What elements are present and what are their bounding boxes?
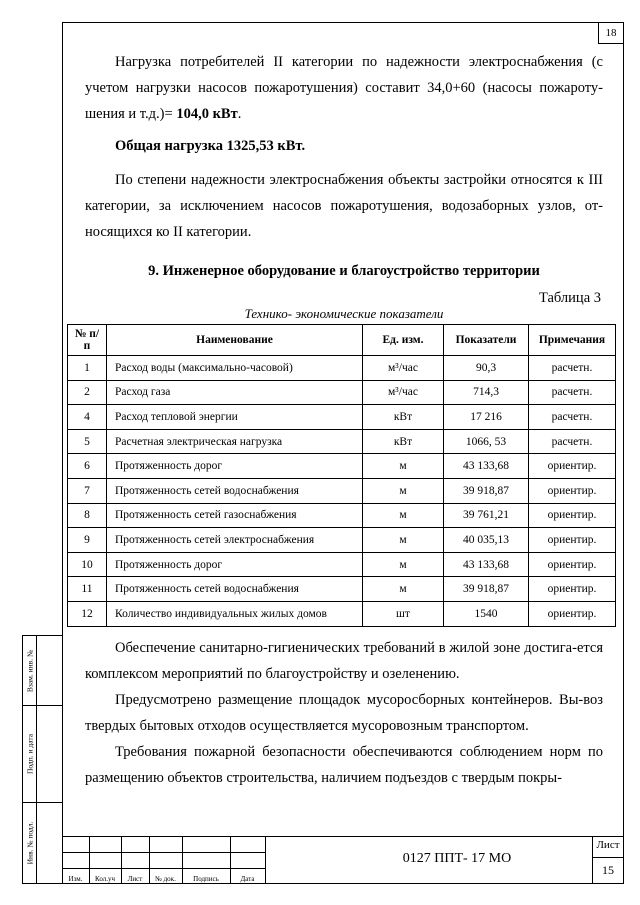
row-note: ориентир. — [529, 577, 616, 602]
row-number: 9 — [68, 528, 107, 553]
row-unit: м — [363, 528, 444, 553]
header-name: Наименование — [107, 325, 363, 356]
document-code: 0127 ППТ- 17 МО — [402, 851, 512, 866]
table-row — [68, 429, 616, 454]
row-number: 8 — [68, 503, 107, 528]
table-row — [68, 405, 616, 430]
row-value: 43 133,68 — [444, 552, 529, 577]
row-note: расчетн. — [529, 405, 616, 430]
col-doc: № док. — [155, 875, 176, 883]
top-page-number: 18 — [598, 23, 623, 44]
header-number: № п/п — [68, 325, 107, 356]
row-value: 714,3 — [444, 380, 529, 405]
table-row — [68, 528, 616, 553]
sidebar-cell-replacement: Взам. инв. № — [23, 636, 63, 706]
row-name: Расход газа — [107, 380, 363, 405]
row-number: 6 — [68, 454, 107, 479]
row-unit: м — [363, 478, 444, 503]
row-name: Количество индивидуальных жилых домов — [107, 601, 363, 626]
row-number: 7 — [68, 478, 107, 503]
row-unit: м — [363, 552, 444, 577]
paragraph-reliability: По степени надежности электроснабжения объекты застройки относятся к III категории, за исключением насосов пожаротушения, водозаборных узлов, от-носящихся ко II категории. — [85, 172, 603, 240]
row-unit: м³/час — [363, 380, 444, 405]
row-name: Расход воды (максимально-часовой) — [107, 356, 363, 381]
row-value: 17 216 — [444, 405, 529, 430]
row-number: 12 — [68, 601, 107, 626]
header-unit: Ед. изм. — [363, 325, 444, 356]
row-unit: шт — [363, 601, 444, 626]
row-name: Протяженность сетей водоснабжения — [107, 577, 363, 602]
indicators-table — [67, 324, 616, 627]
row-name: Расчетная электрическая нагрузка — [107, 429, 363, 454]
table-row — [68, 577, 616, 602]
section-heading: 9. Инженерное оборудование и благоустройство территории — [148, 263, 540, 279]
row-name: Протяженность сетей водоснабжения — [107, 478, 363, 503]
table-label: Таблица 3 — [538, 290, 601, 306]
row-number: 10 — [68, 552, 107, 577]
header-note: Примечания — [529, 325, 616, 356]
sheet-label: Лист — [596, 839, 620, 851]
row-unit: м — [363, 454, 444, 479]
row-number: 1 — [68, 356, 107, 381]
col-izm: Изм. — [68, 875, 83, 883]
table-row — [68, 478, 616, 503]
sidebar-cell-signature: Подп. и дата — [23, 706, 63, 803]
row-value: 43 133,68 — [444, 454, 529, 479]
col-list: Лист — [127, 875, 143, 883]
row-note: расчетн. — [529, 380, 616, 405]
page-frame — [62, 22, 624, 884]
row-note: ориентир. — [529, 601, 616, 626]
table-row — [68, 552, 616, 577]
row-unit: м³/час — [363, 356, 444, 381]
paragraph-sanitary: Обеспечение санитарно-гигиенических требований в жилой зоне достига-ется комплексом мероприятий по благоустройству и озеленению. — [85, 640, 603, 682]
row-number: 2 — [68, 380, 107, 405]
row-unit: м — [363, 577, 444, 602]
row-value: 39 761,21 — [444, 503, 529, 528]
row-name: Расход тепловой энергии — [107, 405, 363, 430]
row-name: Протяженность сетей газоснабжения — [107, 503, 363, 528]
table-row — [68, 380, 616, 405]
row-note: ориентир. — [529, 552, 616, 577]
row-unit: кВт — [363, 429, 444, 454]
row-name: Протяженность дорог — [107, 454, 363, 479]
table-row — [68, 601, 616, 626]
table-caption: Технико- экономические показатели — [244, 306, 444, 321]
table-row — [68, 454, 616, 479]
row-number: 4 — [68, 405, 107, 430]
table-row — [68, 356, 616, 381]
sheet-number: 15 — [602, 863, 614, 877]
title-block — [62, 836, 624, 884]
table-row — [68, 503, 616, 528]
col-date: Дата — [240, 875, 255, 883]
header-value: Показатели — [444, 325, 529, 356]
row-number: 5 — [68, 429, 107, 454]
col-kol: Кол.уч — [95, 875, 115, 883]
row-unit: кВт — [363, 405, 444, 430]
paragraph-waste: Предусмотрено размещение площадок мусоросборных контейнеров. Вы-воз твердых бытовых отходов осуществляется мусоровозным транспортом. — [85, 692, 603, 734]
row-name: Протяженность дорог — [107, 552, 363, 577]
row-note: расчетн. — [529, 429, 616, 454]
row-value: 39 918,87 — [444, 478, 529, 503]
row-note: ориентир. — [529, 528, 616, 553]
paragraph-load-category-2: Нагрузка потребителей II категории по надежности электроснабжения (с учетом нагрузки насосов пожаротушения) составит 34,0+60 (насосы пожароту-шения и т.д.)= 104,0 кВт. — [85, 54, 603, 122]
row-note: ориентир. — [529, 503, 616, 528]
row-value: 1540 — [444, 601, 529, 626]
row-value: 39 918,87 — [444, 577, 529, 602]
row-value: 90,3 — [444, 356, 529, 381]
row-number: 11 — [68, 577, 107, 602]
sidebar-cell-inventory: Инв. № подл. — [23, 803, 63, 883]
row-value: 40 035,13 — [444, 528, 529, 553]
col-signature: Подпись — [193, 875, 219, 883]
table-header-row — [68, 325, 616, 356]
left-margin-stamp — [22, 635, 62, 884]
paragraph-fire-safety: Требования пожарной безопасности обеспечиваются соблюдением норм по размещению объектов строительства, наличием подъездов с твердым покры- — [85, 744, 603, 786]
load-value: 104,0 кВт — [176, 106, 238, 122]
total-load: Общая нагрузка 1325,53 кВт. — [115, 138, 306, 154]
row-name: Протяженность сетей электроснабжения — [107, 528, 363, 553]
row-unit: м — [363, 503, 444, 528]
row-note: расчетн. — [529, 356, 616, 381]
row-value: 1066, 53 — [444, 429, 529, 454]
row-note: ориентир. — [529, 478, 616, 503]
row-note: ориентир. — [529, 454, 616, 479]
